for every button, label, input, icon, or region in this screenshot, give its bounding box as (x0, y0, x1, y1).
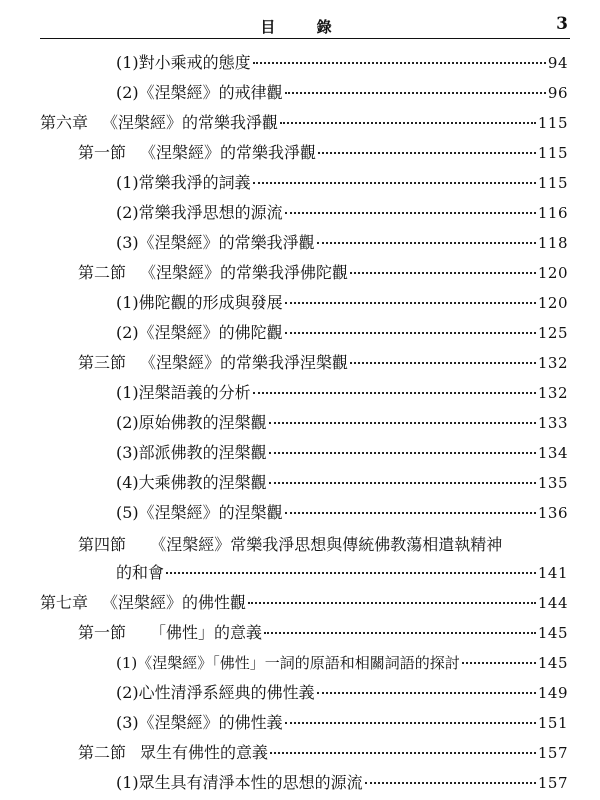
toc-entry (116, 680, 568, 706)
dot-leader (253, 392, 536, 394)
toc-entry-page: 157 (537, 774, 568, 792)
toc-entry-title: 的和會 (116, 563, 165, 582)
header-rule (40, 38, 570, 39)
toc-entry-title: (1)《涅槃經》「佛性」一詞的原語和相關詞語的探討 (116, 654, 460, 672)
toc-section-entry (78, 350, 568, 376)
toc-entry (116, 380, 568, 406)
toc-entry-page: 141 (537, 564, 568, 582)
toc-entry-page: 157 (537, 744, 568, 762)
toc-entry-prefix: 第二節 (78, 263, 127, 282)
toc-entry (116, 230, 568, 256)
dot-leader (318, 152, 536, 154)
toc-entry-prefix: 第三節 (78, 353, 127, 372)
toc-entry-page: 135 (537, 474, 568, 492)
toc-chapter-entry (40, 590, 568, 616)
toc-entry-page: 134 (537, 444, 568, 462)
toc-entry-title: 《涅槃經》的佛性觀 (102, 593, 247, 612)
toc-entry (116, 770, 568, 796)
dot-leader (285, 302, 536, 304)
toc-entry (116, 710, 568, 736)
toc-section-entry (78, 740, 568, 766)
dot-leader (269, 422, 536, 424)
toc-entry-title: (4)大乘佛教的涅槃觀 (116, 473, 267, 492)
toc-section-entry (78, 260, 568, 286)
toc-entry-prefix: 第四節 (78, 535, 127, 554)
dot-leader (285, 332, 536, 334)
toc-entry-title: (1)佛陀觀的形成與發展 (116, 293, 283, 312)
toc-entry (116, 50, 568, 76)
dot-leader (317, 692, 536, 694)
toc-entry-title: (1)對小乘戒的態度 (116, 53, 251, 72)
toc-entry-prefix: 第二節 (78, 743, 127, 762)
header-page-number: 3 (556, 14, 568, 34)
toc-entry (116, 290, 568, 316)
dot-leader (285, 92, 546, 94)
toc-entry (116, 80, 568, 106)
toc-entry-title: (2)原始佛教的涅槃觀 (116, 413, 267, 432)
toc-entry-page: 125 (537, 324, 568, 342)
toc-entry-page: 118 (537, 234, 568, 252)
toc-entry-title: (2)《涅槃經》的戒律觀 (116, 83, 283, 102)
dot-leader (270, 752, 536, 754)
toc-entry-title: (5)《涅槃經》的涅槃觀 (116, 503, 283, 522)
page-header (40, 12, 570, 40)
toc-entry-page: 115 (537, 174, 568, 192)
dot-leader (264, 632, 536, 634)
dot-leader (253, 62, 546, 64)
toc-entry (116, 200, 568, 226)
toc-section-entry (78, 532, 502, 558)
toc-entry-title: (2)常樂我淨思想的源流 (116, 203, 283, 222)
toc-entry-prefix: 第一節 (78, 623, 127, 642)
toc-entry (116, 500, 568, 526)
toc-entry (116, 650, 568, 676)
dot-leader (280, 122, 536, 124)
toc-entry-page: 145 (537, 624, 568, 642)
toc-entry-title: 眾生有佛性的意義 (140, 743, 269, 762)
toc-entry-page: 94 (547, 54, 568, 72)
toc-entry-page: 116 (537, 204, 568, 222)
toc-entry-title: (2)心性清淨系經典的佛性義 (116, 683, 315, 702)
dot-leader (166, 572, 536, 574)
toc-entry (116, 320, 568, 346)
toc-entry-title: (3)部派佛教的涅槃觀 (116, 443, 267, 462)
toc-entry-title: 《涅槃經》的常樂我淨佛陀觀 (140, 263, 349, 282)
toc-entry-page: 115 (537, 144, 568, 162)
dot-leader (269, 452, 536, 454)
toc-entry-title: (1)眾生具有清淨本性的思想的源流 (116, 773, 363, 792)
toc-entry-title: 《涅槃經》的常樂我淨觀 (102, 113, 279, 132)
toc-entry-prefix: 第六章 (40, 113, 89, 132)
toc-entry-title: 「佛性」的意義 (150, 623, 263, 642)
toc-entry-page: 145 (537, 654, 568, 672)
toc-entry-page: 132 (537, 384, 568, 402)
toc-entry-title: 《涅槃經》的常樂我淨涅槃觀 (140, 353, 349, 372)
toc-entry (116, 440, 568, 466)
toc-entry (116, 470, 568, 496)
toc-entry (116, 410, 568, 436)
toc-entry-page: 132 (537, 354, 568, 372)
header-title: 目 錄 (260, 18, 350, 36)
toc-entry-page: 149 (537, 684, 568, 702)
toc-entry-page: 120 (537, 294, 568, 312)
dot-leader (285, 212, 536, 214)
toc-section-entry (78, 620, 568, 646)
dot-leader (285, 722, 536, 724)
dot-leader (350, 362, 536, 364)
toc-entry-page: 115 (537, 114, 568, 132)
toc-entry-title: (1)常樂我淨的詞義 (116, 173, 251, 192)
dot-leader (269, 482, 536, 484)
toc-entry-page: 96 (547, 84, 568, 102)
toc-entry-page: 144 (537, 594, 568, 612)
dot-leader (462, 662, 536, 664)
dot-leader (248, 602, 536, 604)
toc-entry-page: 151 (537, 714, 568, 732)
dot-leader (285, 512, 536, 514)
toc-entry-page: 136 (537, 504, 568, 522)
toc-entry-page: 133 (537, 414, 568, 432)
toc-entry-continuation (116, 560, 568, 586)
dot-leader (317, 242, 536, 244)
toc-section-entry (78, 140, 568, 166)
toc-entry-title: (1)涅槃語義的分析 (116, 383, 251, 402)
toc-entry-title: 《涅槃經》的常樂我淨觀 (140, 143, 317, 162)
toc-entry-prefix: 第一節 (78, 143, 127, 162)
dot-leader (253, 182, 536, 184)
toc-chapter-entry (40, 110, 568, 136)
toc-entry (116, 170, 568, 196)
toc-entry-title: (3)《涅槃經》的常樂我淨觀 (116, 233, 315, 252)
toc-entry-title: (3)《涅槃經》的佛性義 (116, 713, 283, 732)
toc-entry-page: 120 (537, 264, 568, 282)
toc-entry-title: 《涅槃經》常樂我淨思想與傳統佛教蕩相遣執精神 (150, 535, 503, 554)
toc-entry-title: (2)《涅槃經》的佛陀觀 (116, 323, 283, 342)
toc-entry-prefix: 第七章 (40, 593, 89, 612)
dot-leader (350, 272, 536, 274)
dot-leader (365, 782, 536, 784)
